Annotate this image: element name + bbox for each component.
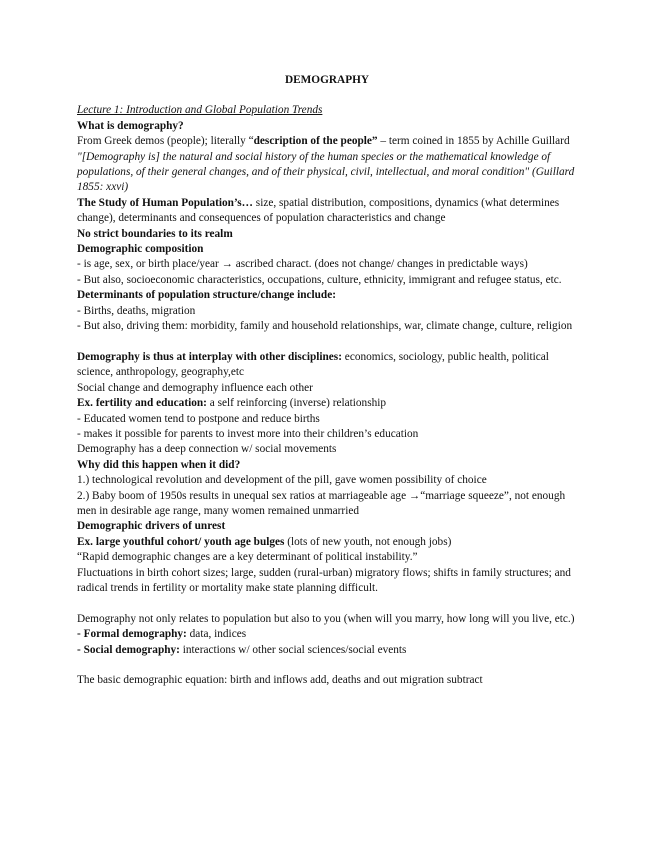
spacer [77, 658, 577, 673]
fertility-line-1: - Educated women tend to postpone and reduce births [77, 412, 320, 425]
determinants-line-2: - But also, driving them: morbidity, family and household relationships, war, climate change, culture, religion [77, 320, 573, 333]
fertility-line-2: - makes it possible for parents to invest more into their children’s education [77, 427, 419, 440]
why-heading: Why did this happen when it did? [77, 458, 241, 471]
fertility-paragraph [77, 396, 577, 411]
interplay-bold: Demography is thus at interplay with other disciplines: [77, 350, 342, 363]
fluctuations-paragraph: Fluctuations in birth cohort sizes; large, sudden (rural-urban) migratory flows; shifts in family structures; and radical trends in fertility or mortality make state planning difficult. [77, 566, 571, 594]
page-title: DEMOGRAPHY [284, 74, 370, 86]
social-change-line: Social change and demography influence each other [77, 381, 313, 394]
fertility-bold: Ex. fertility and education: [77, 397, 207, 410]
study-text: size, spatial distribution, compositions, dynamics (what determines change), determinants and consequences of population characteristics and change [77, 196, 560, 225]
determinants-line-1: - Births, deaths, migration [77, 304, 196, 317]
rapid-change-quote: “Rapid demographic changes are a key determinant of political instability.” [77, 551, 418, 564]
greek-origin [77, 134, 577, 149]
fertility-text: a self reinforcing (inverse) relationship [206, 397, 387, 410]
social-text: interactions w/ other social sciences/social events [179, 643, 407, 656]
why-line-2: 2.) Baby boom of 1950s results in unequal sex ratios at marriageable age →“marriage squeeze”, not enough men in desirable age range, many women remained unmarried [77, 489, 566, 517]
unrest-heading: Demographic drivers of unrest [77, 520, 226, 533]
youth-paragraph [77, 535, 577, 550]
composition-heading: Demographic composition [77, 243, 204, 256]
relates-paragraph: Demography not only relates to population but also to you (when will you marry, how long will you live, etc.) [77, 612, 575, 625]
greek-post: – term coined in 1855 by Achille Guillard [377, 135, 570, 148]
study-paragraph [77, 196, 577, 227]
equation-line: The basic demographic equation: birth and inflows add, deaths and out migration subtract [77, 674, 483, 687]
greek-bold: description of the people” [253, 135, 378, 148]
formal-bold: - Formal demography: [77, 628, 187, 641]
formal-text: data, indices [186, 628, 247, 641]
lecture-heading: Lecture 1: Introduction and Global Population Trends [77, 104, 323, 117]
study-bold: The Study of Human Population’s… [77, 196, 253, 209]
composition-line-1: - is age, sex, or birth place/year → ascribed charact. (does not change/ changes in predictable ways) [77, 258, 528, 271]
composition-line-2: - But also, socioeconomic characteristics, occupations, culture, ethnicity, immigrant and refugee status, etc. [77, 273, 562, 286]
greek-pre: From Greek demos (people); literally “ [77, 135, 254, 148]
no-strict-boundaries: No strict boundaries to its realm [77, 227, 233, 240]
document-page [77, 73, 577, 689]
why-line-1: 1.) technological revolution and development of the pill, gave women possibility of choice [77, 474, 487, 487]
spacer [77, 596, 577, 611]
social-demography-line [77, 643, 577, 658]
formal-demography-line [77, 627, 577, 642]
social-movements-line: Demography has a deep connection w/ social movements [77, 443, 337, 456]
question-what-is-demography: What is demography? [77, 119, 184, 132]
youth-bold: Ex. large youthful cohort/ youth age bulges [77, 535, 285, 548]
interplay-text: economics, sociology, public health, political science, anthropology, geography,etc [77, 350, 549, 379]
spacer [77, 335, 577, 350]
interplay-paragraph [77, 350, 577, 381]
social-bold: - Social demography: [77, 643, 180, 656]
guillard-quote: "[Demography is] the natural and social history of the human species or the mathematical knowledge of populations, of their general changes, and of their physical, civil, intellectual, and moral condition" (Guillard 1855: xxvi) [77, 150, 575, 194]
youth-text: (lots of new youth, not enough jobs) [284, 535, 452, 548]
determinants-heading: Determinants of population structure/change include: [77, 289, 336, 302]
